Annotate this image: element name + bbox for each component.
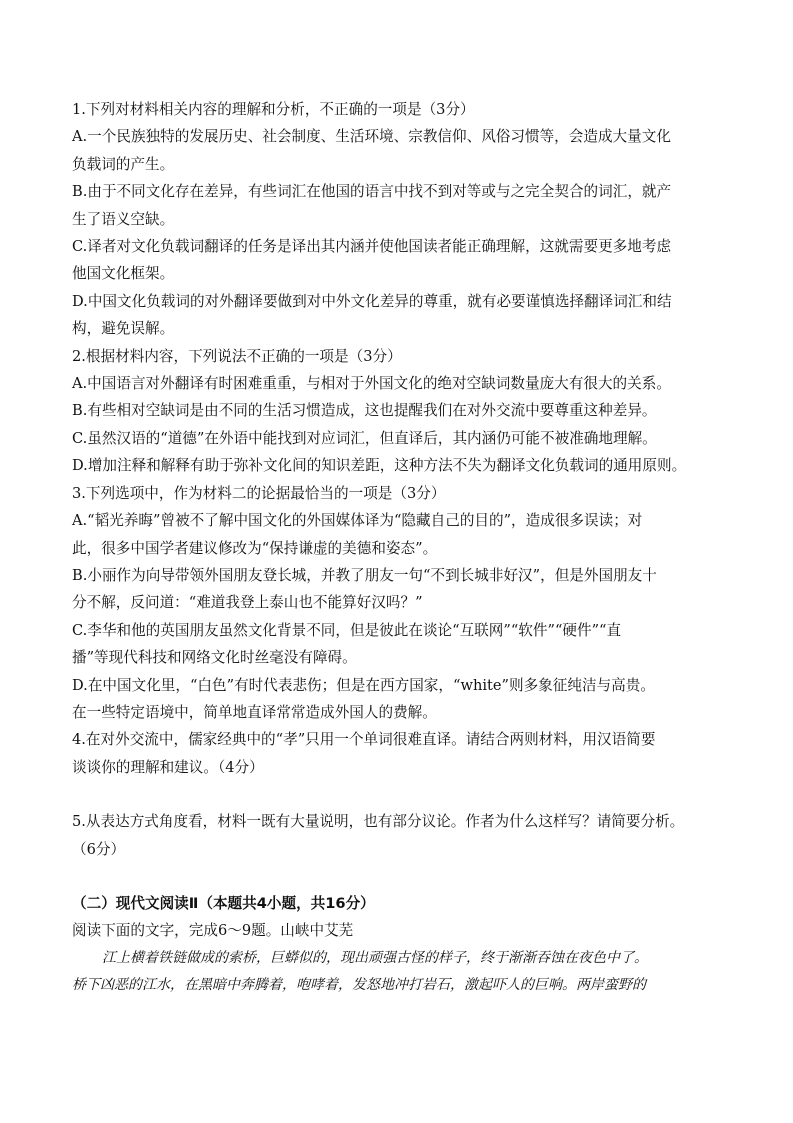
passage-line-2: 桥下凶恶的江水，在黑暗中奔腾着，咆哮着，发怒地冲打岩石，激起吓人的巨响。两岸蛮野的 [72,977,646,994]
question-2-option-d: D.增加注释和解释有助于弥补文化间的知识差距，这种方法不失为翻译文化负载词的通用原则。 [72,457,687,475]
document-page [72,96,724,1000]
section-2-title: （二）现代文阅读Ⅱ（本题共4小题，共16分） [72,894,375,912]
question-3-option-c-line-1: C.李华和他的英国朋友虽然文化背景不同，但是彼此在谈论“互联网”“软件”“硬件”“直 [72,621,622,639]
question-3-option-a-line-2: 此，很多中国学者建议修改为“保持谦虚的美德和姿态”。 [72,539,438,557]
question-5-stem-line-1: 5.从表达方式角度看，材料一既有大量说明，也有部分议论。作者为什么这样写？请简要分析。 [72,813,685,831]
question-3-option-a-line-1: A.“韬光养晦”曾被不了解中国文化的外国媒体译为“隐藏自己的目的”，造成很多误读；对 [72,512,643,530]
question-3-stem: 3.下列选项中，作为材料二的论据最恰当的一项是（3分） [72,484,446,502]
question-1-option-c-line-2: 他国文化框架。 [72,265,175,283]
question-3-option-d-line-1: D.在中国文化里，“白色”有时代表悲伤；但是在西方国家，“white”则多象征纯洁与高贵。 [72,676,655,694]
question-1-option-c-line-1: C.译者对文化负载词翻译的任务是译出其内涵并使他国读者能正确理解，这就需要更多地考虑 [72,238,672,256]
section-2-instruction: 阅读下面的文字，完成6～9题。山峡中艾芜 [72,922,354,940]
question-2-option-c: C.虽然汉语的“道德”在外语中能找到对应词汇，但直译后，其内涵仍可能不被准确地理解。 [72,429,657,447]
question-4-stem-line-2: 谈谈你的理解和建议。（4分） [72,758,264,776]
question-1-stem: 1.下列对材料相关内容的理解和分析，不正确的一项是（3分） [72,101,475,118]
question-4-stem-line-1: 4.在对外交流中，儒家经典中的“孝”只用一个单词很难直译。请结合两则材料，用汉语简要 [72,731,656,749]
question-2-stem: 2.根据材料内容，下列说法不正确的一项是（3分） [72,347,402,365]
question-1-option-b-line-2: 生了语义空缺。 [72,210,175,228]
question-1-option-a-line-2: 负载词的产生。 [72,155,175,173]
question-1-option-d-line-2: 构，避免误解。 [72,320,175,338]
question-2-option-a: A.中国语言对外翻译有时困难重重，与相对于外国文化的绝对空缺词数量庞大有很大的关系。 [72,375,671,393]
question-3-option-b-line-2: 分不解，反问道：“难道我登上泰山也不能算好汉吗？” [72,594,423,612]
question-5-stem-line-2: （6分） [72,840,126,858]
question-3-option-d-line-2: 在一些特定语境中，简单地直译常常造成外国人的费解。 [72,703,437,721]
answer-space-q5 [72,863,724,890]
question-1-option-d-line-1: D.中国文化负载词的对外翻译要做到对中外文化差异的尊重，就有必要谨慎选择翻译词汇和结 [72,292,672,310]
question-1-option-a-line-1: A.一个民族独特的发展历史、社会制度、生活环境、宗教信仰、风俗习惯等，会造成大量文化 [72,128,671,146]
question-3-option-b-line-1: B.小丽作为向导带领外国朋友登长城，并教了朋友一句“不到长城非好汉”，但是外国朋友十 [72,566,657,584]
passage-line-1: 江上横着铁链做成的索桥，巨蟒似的，现出顽强古怪的样子，终于渐渐吞蚀在夜色中了。 [102,949,648,966]
question-3-option-c-line-2: 播”等现代科技和网络文化时丝毫没有障碍。 [72,649,357,667]
question-1-option-b-line-1: B.由于不同文化存在差异，有些词汇在他国的语言中找不到对等或与之完全契合的词汇，就产 [72,183,672,201]
answer-space-q4 [72,781,724,808]
question-2-option-b: B.有些相对空缺词是由不同的生活习惯造成，这也提醒我们在对外交流中要尊重这种差异。 [72,402,657,420]
